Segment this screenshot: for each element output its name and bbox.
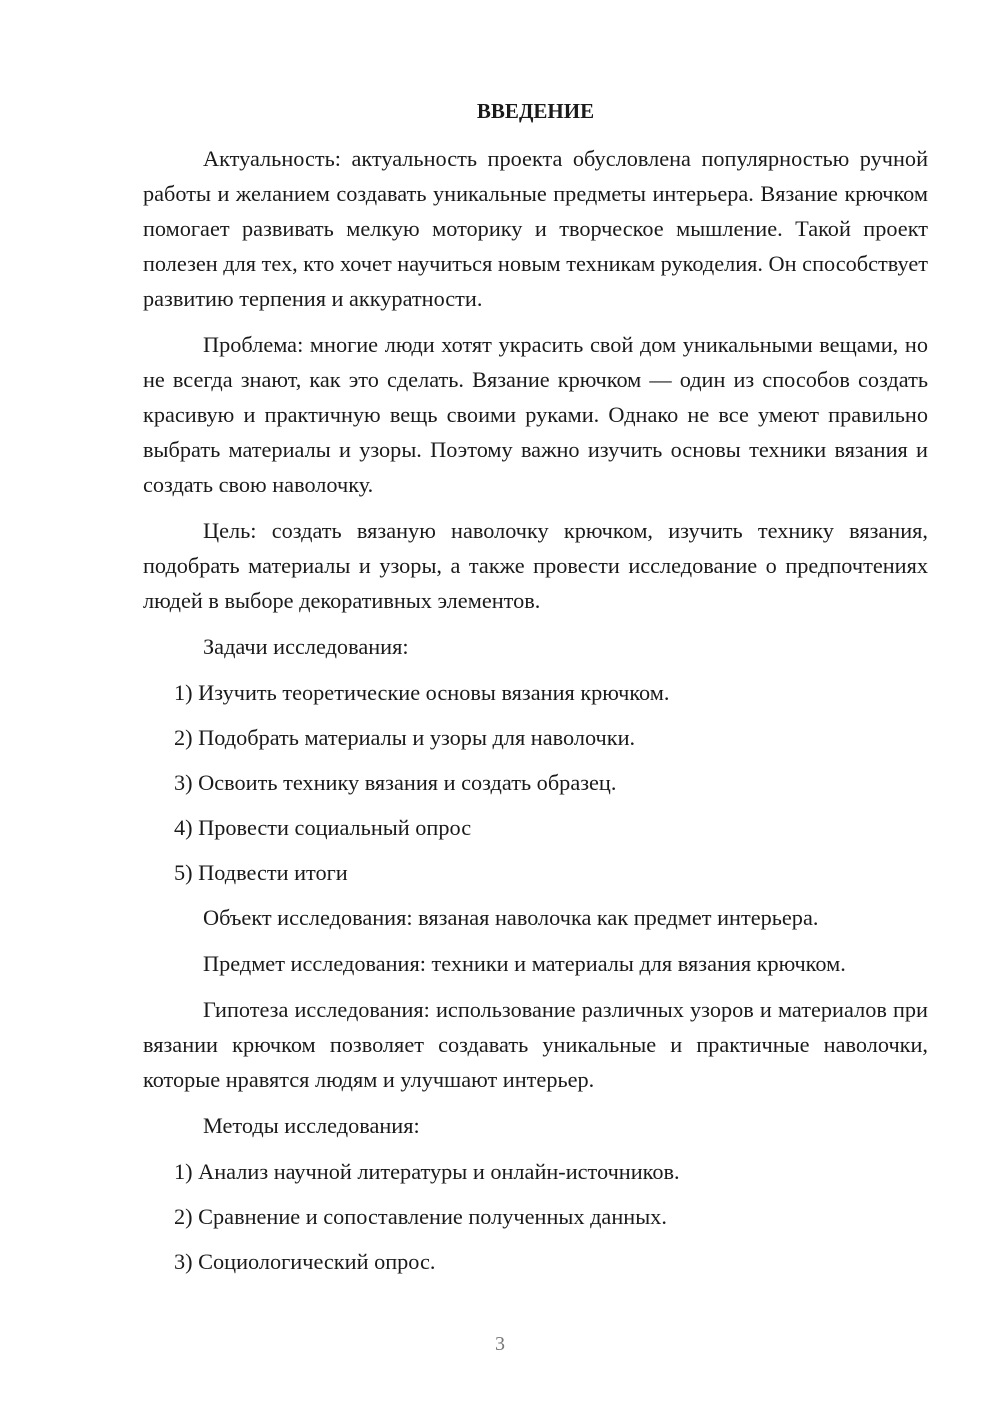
task-item: 4) Провести социальный опрос: [174, 815, 472, 840]
goal-paragraph: Цель: создать вязаную наволочку крючком, изучить технику вязания, подобрать материалы и узоры, а также провести исследование о предпочтениях людей в выборе декоративных элементов.: [143, 518, 928, 613]
task-item: 5) Подвести итоги: [174, 860, 348, 885]
tasks-heading: Задачи исследования:: [203, 634, 409, 659]
method-item: 1) Анализ научной литературы и онлайн-источников.: [174, 1159, 680, 1184]
page-number: 3: [495, 1333, 505, 1355]
hypothesis-paragraph: Гипотеза исследования: использование различных узоров и материалов при вязании крючком позволяет создавать уникальные и практичные наволочки, которые нравятся людям и улучшают интерьер.: [143, 997, 928, 1092]
methods-list: [143, 1154, 928, 1279]
task-item: 2) Подобрать материалы и узоры для наволочки.: [174, 725, 636, 750]
relevance-paragraph: Актуальность: актуальность проекта обусловлена популярностью ручной работы и желанием создавать уникальные предметы интерьера. Вязание крючком помогает развивать мелкую моторику и творческое мышление. Такой проект полезен для тех, кто хочет научиться новым техникам рукоделия. Он способствует развитию терпения и аккуратности.: [143, 146, 928, 311]
methods-heading: Методы исследования:: [203, 1113, 420, 1138]
task-item: 1) Изучить теоретические основы вязания крючком.: [174, 680, 670, 705]
subject-paragraph: Предмет исследования: техники и материалы для вязания крючком.: [203, 951, 846, 976]
section-title: ВВЕДЕНИЕ: [476, 99, 595, 123]
method-item: 2) Сравнение и сопоставление полученных данных.: [174, 1204, 667, 1229]
problem-paragraph: Проблема: многие люди хотят украсить свой дом уникальными вещами, но не всегда знают, как это сделать. Вязание крючком — один из способов создать красивую и практичную вещь своими руками. Однако не все умеют правильно выбрать материалы и узоры. Поэтому важно изучить основы техники вязания и создать свою наволочку.: [143, 332, 928, 497]
tasks-list: [143, 675, 928, 890]
method-item: 3) Социологический опрос.: [174, 1249, 436, 1274]
task-item: 3) Освоить технику вязания и создать образец.: [174, 770, 617, 795]
object-paragraph: Объект исследования: вязаная наволочка как предмет интерьера.: [203, 905, 819, 930]
document-page: [143, 94, 928, 1289]
